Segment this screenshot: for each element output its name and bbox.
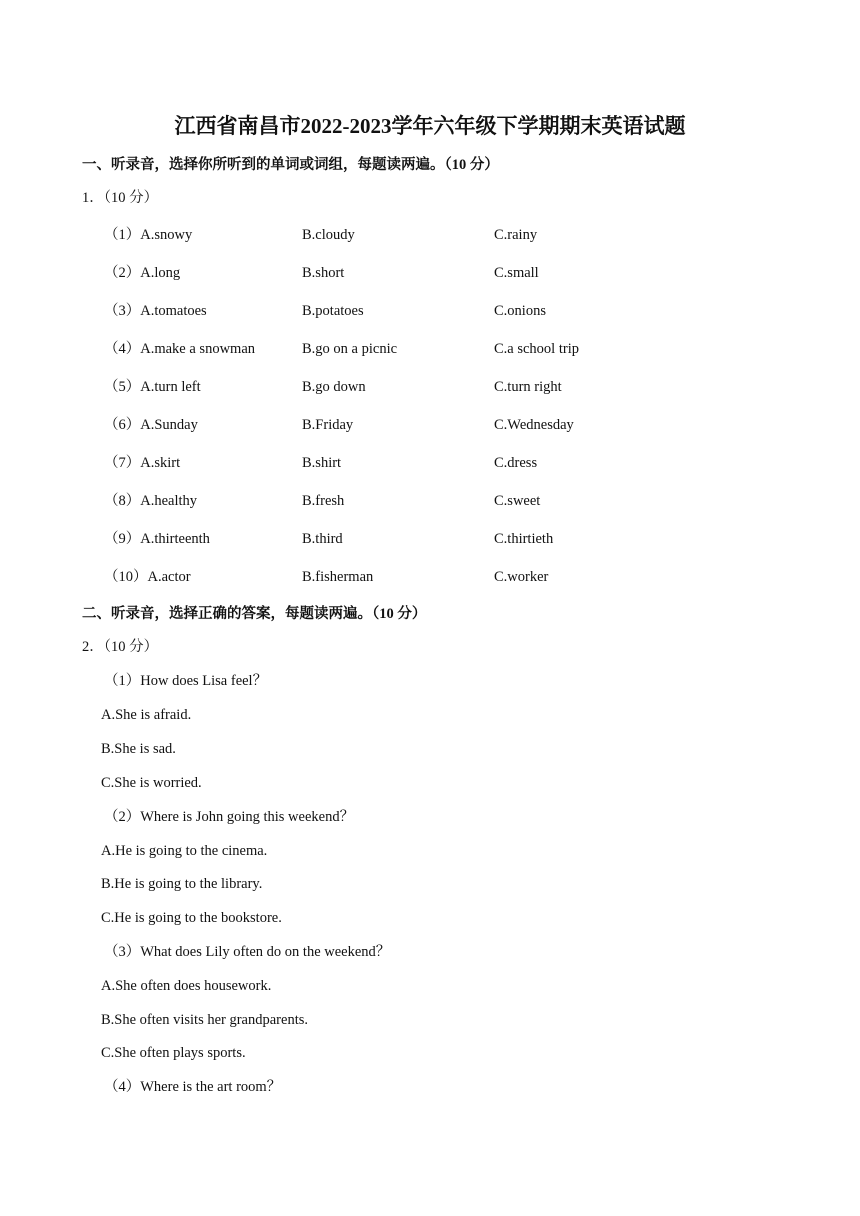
answer-option: C.She often plays sports. — [101, 1045, 246, 1061]
listening-row-2 — [0, 263, 860, 283]
option-c: C.small — [494, 265, 539, 281]
question-prompt: （1）How does Lisa feel？ — [104, 673, 268, 689]
listening-row-4 — [0, 339, 860, 359]
answer-option: B.She is sad. — [101, 741, 176, 757]
question-1-label: 1．（10 分） — [82, 190, 159, 206]
option-a: （10）A.actor — [104, 569, 191, 585]
option-c: C.dress — [494, 455, 538, 471]
answer-option: A.He is going to the cinema. — [101, 843, 268, 859]
option-a: （3）A.tomatoes — [104, 303, 207, 319]
option-b: B.go on a picnic — [302, 341, 398, 357]
answer-option: C.He is going to the bookstore. — [101, 910, 282, 926]
listening-row-3 — [0, 301, 860, 321]
option-a: （4）A.make a snowman — [104, 341, 256, 357]
option-b: B.potatoes — [302, 303, 364, 319]
option-a: （7）A.skirt — [104, 455, 181, 471]
question-prompt: （2）Where is John going this weekend？ — [104, 809, 355, 825]
option-b: B.short — [302, 265, 345, 281]
option-a: （8）A.healthy — [104, 493, 198, 509]
page-title: 江西省南昌市2022-2023学年六年级下学期期末英语试题 — [174, 114, 686, 138]
option-a: （1）A.snowy — [104, 227, 193, 243]
option-b: B.third — [302, 531, 343, 547]
section-1-heading: 一、听录音，选择你所听到的单词或词组，每题读两遍。（10 分） — [82, 157, 499, 173]
question-prompt: （3）What does Lily often do on the weekend？ — [104, 944, 391, 960]
option-c: C.a school trip — [494, 341, 579, 357]
listening-row-5 — [0, 377, 860, 397]
answer-option: B.She often visits her grandparents. — [101, 1012, 308, 1028]
answer-option: C.She is worried. — [101, 775, 202, 791]
listening-row-8 — [0, 491, 860, 511]
option-c: C.worker — [494, 569, 549, 585]
option-a: （6）A.Sunday — [104, 417, 198, 433]
option-b: B.shirt — [302, 455, 342, 471]
option-c: C.rainy — [494, 227, 538, 243]
option-c: C.onions — [494, 303, 546, 319]
question-2-label: 2．（10 分） — [82, 639, 159, 655]
option-c: C.Wednesday — [494, 417, 574, 433]
option-a: （9）A.thirteenth — [104, 531, 210, 547]
answer-option: A.She is afraid. — [101, 707, 192, 723]
listening-row-7 — [0, 453, 860, 473]
listening-row-10 — [0, 567, 860, 587]
listening-row-6 — [0, 415, 860, 435]
option-a: （5）A.turn left — [104, 379, 201, 395]
option-c: C.sweet — [494, 493, 541, 509]
section-2-heading: 二、听录音，选择正确的答案，每题读两遍。（10 分） — [82, 606, 427, 622]
answer-option: A.She often does housework. — [101, 978, 272, 994]
question-prompt: （4）Where is the art room？ — [104, 1079, 282, 1095]
option-b: B.go down — [302, 379, 366, 395]
listening-row-9 — [0, 529, 860, 549]
option-b: B.cloudy — [302, 227, 355, 243]
answer-option: B.He is going to the library. — [101, 876, 263, 892]
option-c: C.turn right — [494, 379, 562, 395]
listening-row-1 — [0, 225, 860, 245]
option-b: B.Friday — [302, 417, 354, 433]
option-b: B.fisherman — [302, 569, 374, 585]
option-a: （2）A.long — [104, 265, 181, 281]
option-c: C.thirtieth — [494, 531, 554, 547]
option-b: B.fresh — [302, 493, 345, 509]
